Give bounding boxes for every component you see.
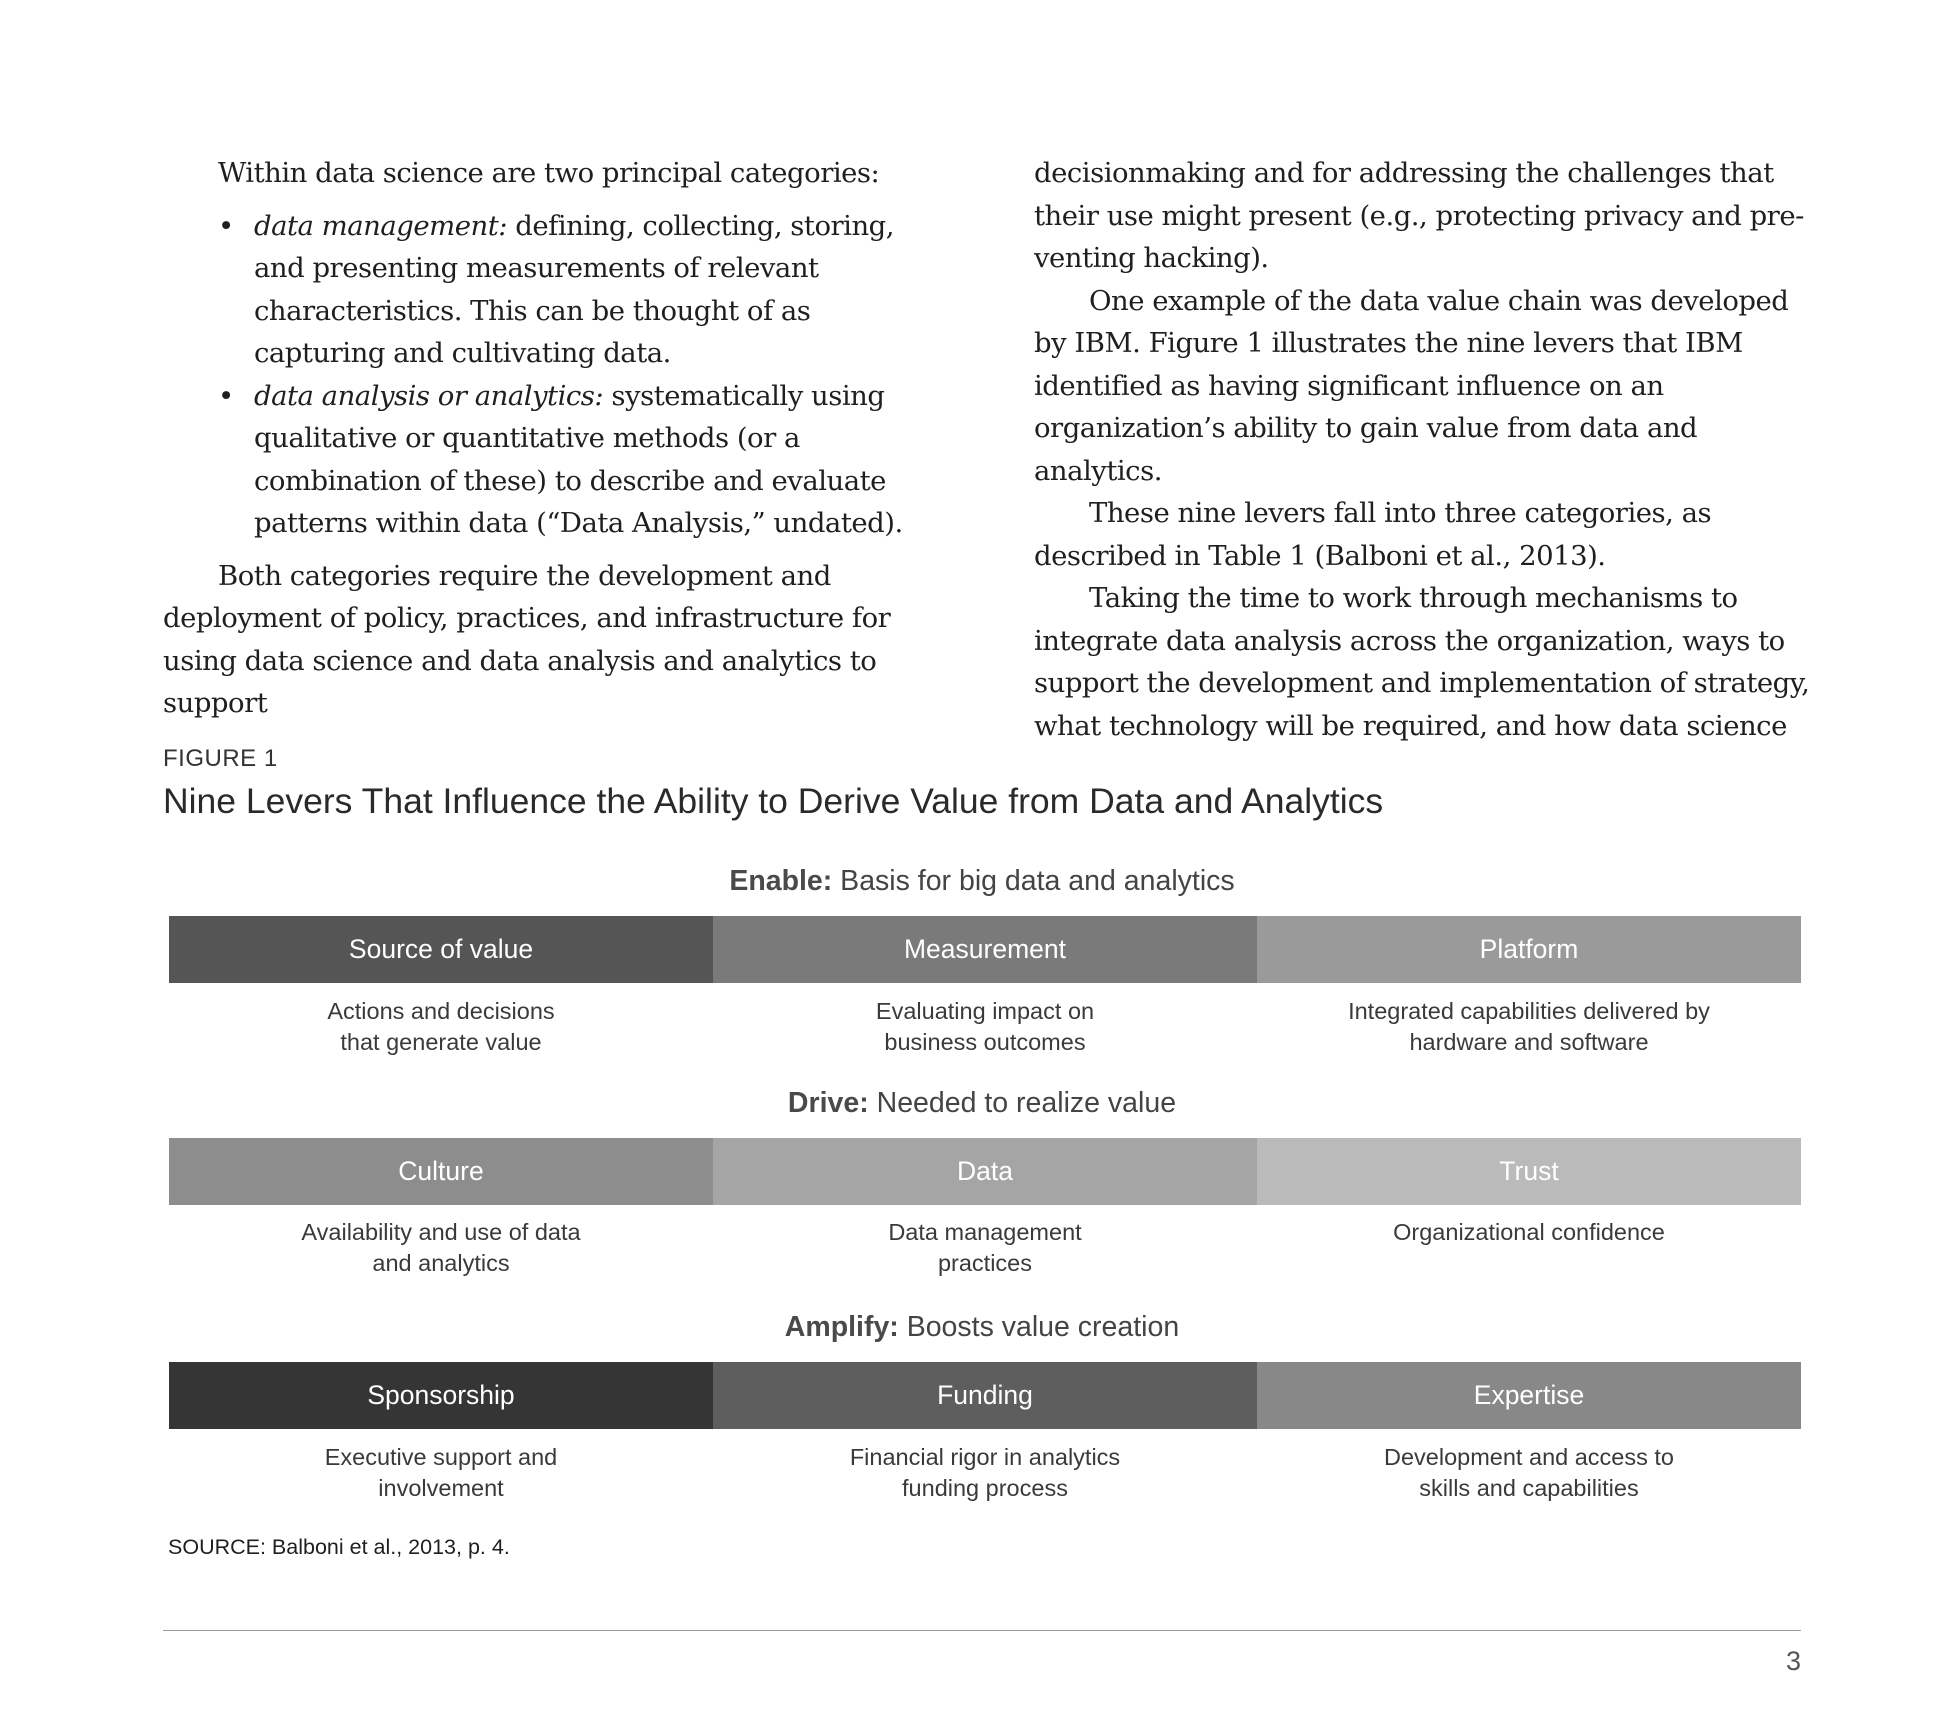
lever-funding: Funding <box>713 1362 1257 1429</box>
description-row-drive <box>169 1217 1801 1279</box>
group-name: Drive: <box>787 1087 869 1119</box>
lever-platform: Platform <box>1257 916 1801 983</box>
footer-divider <box>163 1630 1801 1631</box>
bullet-term: data analysis or analytics: <box>254 379 604 412</box>
group-subtitle: Needed to realize value <box>868 1087 1177 1119</box>
group-subtitle: Boosts value creation <box>898 1311 1180 1343</box>
body-paragraph: Both categories require the development and deployment of policy, practices, and infrastructure for using data science and data analysis and analytics to support <box>163 559 891 719</box>
description-row-amplify <box>169 1442 1801 1504</box>
figure-1 <box>163 745 1801 1501</box>
group-name: Enable: <box>729 865 833 897</box>
group-heading-enable <box>163 865 1801 898</box>
body-paragraph: These nine levers fall into three categories, as described in Table 1 (Balboni et al., 2013). <box>1034 497 1712 572</box>
lever-sponsorship: Sponsorship <box>169 1362 713 1429</box>
lever-row-amplify <box>169 1362 1801 1429</box>
bullet-icon: • <box>218 379 234 412</box>
group-heading-drive <box>163 1087 1801 1120</box>
figure-label: FIGURE 1 <box>163 745 278 772</box>
lever-description: Actions and decisions that generate value <box>327 998 555 1055</box>
lever-description: Executive support and involvement <box>324 1444 558 1501</box>
figure-title: Nine Levers That Influence the Ability to Derive Value from Data and Analytics <box>163 781 1384 821</box>
left-text-column <box>163 152 935 725</box>
intro-paragraph: Within data science are two principal categories: <box>218 157 880 189</box>
list-item <box>163 375 935 545</box>
lever-description: Availability and use of data and analytics <box>301 1219 581 1276</box>
bullet-icon: • <box>218 209 234 242</box>
lever-trust: Trust <box>1257 1138 1801 1205</box>
group-heading-amplify <box>163 1311 1801 1344</box>
lever-expertise: Expertise <box>1257 1362 1801 1429</box>
lever-description: Evaluating impact on business outcomes <box>875 998 1095 1055</box>
lever-description: Integrated capabilities delivered by hardware and software <box>1348 998 1710 1055</box>
group-subtitle: Basis for big data and analytics <box>832 865 1235 897</box>
lever-data: Data <box>713 1138 1257 1205</box>
lever-measurement: Measurement <box>713 916 1257 983</box>
continued-paragraph: decisionmaking and for addressing the challenges that their use might present (e.g., protecting privacy and preventing hacking). <box>1034 157 1805 274</box>
page-number: 3 <box>1785 1646 1801 1676</box>
lever-description: Data management practices <box>888 1219 1082 1276</box>
bullet-term: data management: <box>254 209 508 242</box>
lever-culture: Culture <box>169 1138 713 1205</box>
group-name: Amplify: <box>784 1311 899 1343</box>
description-row-enable <box>169 996 1801 1058</box>
body-paragraph: Taking the time to work through mechanisms to integrate data analysis across the organization, ways to support the development and implementation of strategy, what technology will be required, and how data science <box>1034 582 1810 742</box>
lever-description: Development and access to skills and capabilities <box>1384 1444 1674 1501</box>
right-text-column <box>1034 152 1812 747</box>
lever-row-enable <box>169 916 1801 983</box>
lever-source-of-value: Source of value <box>169 916 713 983</box>
lever-description: Organizational confidence <box>1393 1219 1665 1245</box>
category-list <box>163 205 935 545</box>
list-item <box>163 205 935 375</box>
bullet-text: systematically using qualitative or quantitative methods (or a combination of these) to describe and evaluate patterns within data (“Data Analysis,” undated). <box>254 379 903 539</box>
body-paragraph: One example of the data value chain was developed by IBM. Figure 1 illustrates the nine levers that IBM identified as having significant influence on an organization’s ability to gain value from data and analytics. <box>1034 284 1789 487</box>
bullet-text: defining, collecting, storing, and presenting measurements of relevant characteristics. This can be thought of as capturing and cultivating data. <box>254 209 895 369</box>
lever-description: Financial rigor in analytics funding process <box>849 1444 1121 1501</box>
figure-source: SOURCE: Balboni et al., 2013, p. 4. <box>168 1535 510 1559</box>
lever-row-drive <box>169 1138 1801 1205</box>
